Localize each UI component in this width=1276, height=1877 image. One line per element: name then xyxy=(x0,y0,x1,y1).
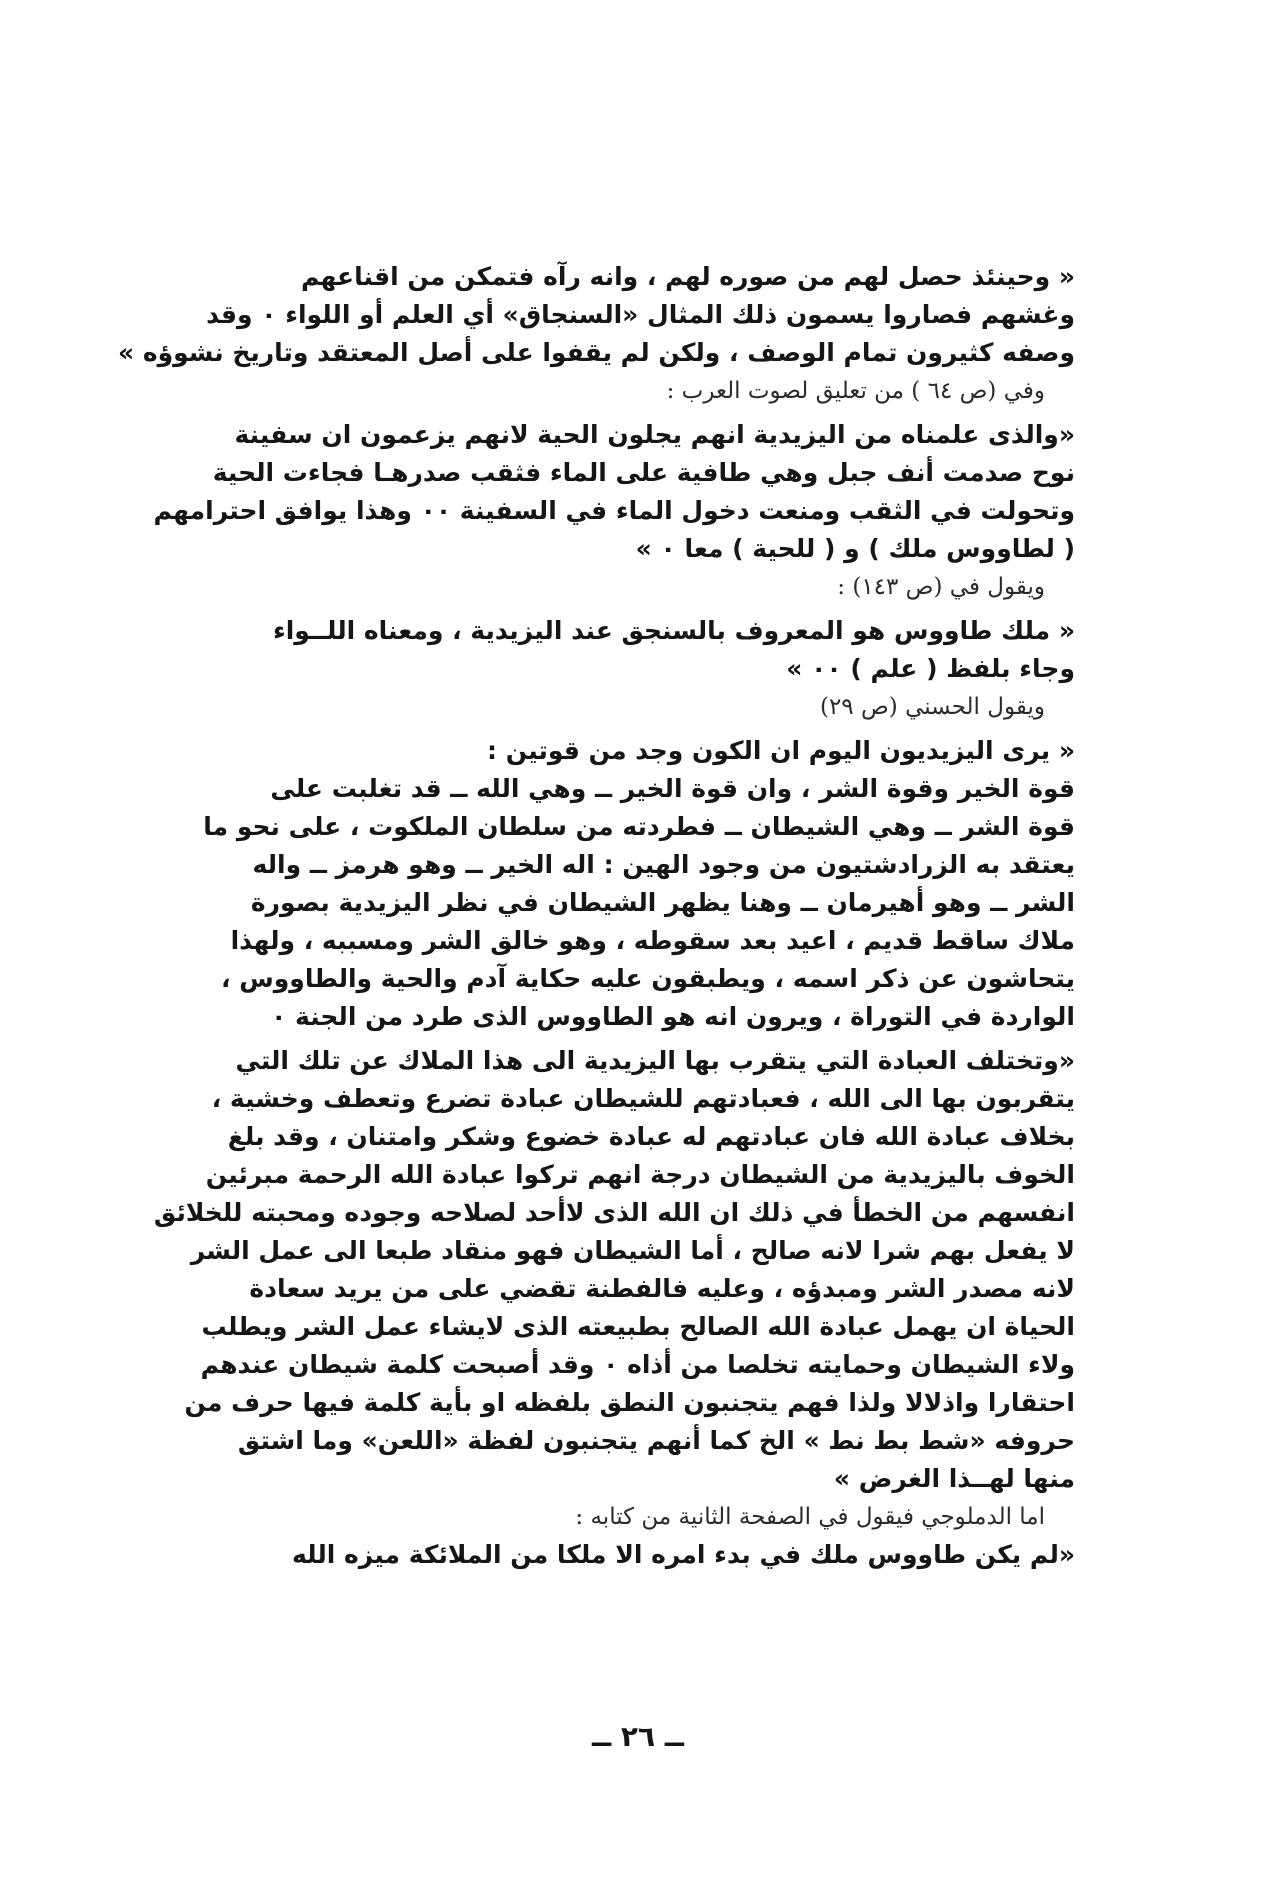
text-line: الحياة ان يهمل عبادة الله الصالح بطبيعته الذى لايشاء عمل الشر ويطلب xyxy=(201,1312,1075,1341)
text-line: وفي (ص ٦٤ ) من تعليق لصوت العرب : xyxy=(666,378,1045,404)
text-line: يعتقد به الزرادشتيون من وجود الهين : اله الخير ــ وهو هرمز ــ واله xyxy=(252,850,1075,879)
text-line: وجاء بلفظ ( علم ) ٠٠ » xyxy=(786,654,1075,683)
text-line: ويقول في (ص ١٤٣) : xyxy=(837,574,1045,600)
text-line: الشر ــ وهو أهيرمان ــ وهنا يظهر الشيطان في نظر اليزيدية بصورة xyxy=(250,888,1075,917)
text-line: يتقربون بها الى الله ، فعبادتهم للشيطان عبادة تضرع وتعطف وخشية ، xyxy=(211,1084,1075,1113)
text-line: منها لهــذا الغرض » xyxy=(833,1464,1075,1493)
text-line: وتحولت في الثقب ومنعت دخول الماء في السفينة ٠٠ وهذا يوافق احترامهم xyxy=(153,496,1075,525)
body-text xyxy=(117,258,1075,1574)
text-line: « ملك طاووس هو المعروف بالسنجق عند اليزيدية ، ومعناه اللــواء xyxy=(272,616,1075,645)
text-line: « يرى اليزيديون اليوم ان الكون وجد من قوتين : xyxy=(487,736,1075,765)
text-line: الواردة في التوراة ، ويرون انه هو الطاووس الذى طرد من الجنة ٠ xyxy=(271,1002,1075,1031)
text-line: قوة الخير وقوة الشر ، وان قوة الخير ــ وهي الله ــ قد تغلبت على xyxy=(270,774,1075,803)
text-line: يتحاشون عن ذكر اسمه ، ويطبقون عليه حكاية آدم والحية والطاووس ، xyxy=(221,964,1075,993)
text-line: « وحينئذ حصل لهم من صوره لهم ، وانه رآه فتمكن من اقناعهم xyxy=(300,262,1075,291)
text-line: قوة الشر ــ وهي الشيطان ــ فطردته من سلطان الملكوت ، على نحو ما xyxy=(203,812,1075,841)
text-line: وغشهم فصاروا يسمون ذلك المثال «السنجاق» أي العلم أو اللواء ٠ وقد xyxy=(206,300,1075,329)
text-line: ولاء الشيطان وحمايته تخلصا من أذاه ٠ وقد أصبحت كلمة شيطان عندهم xyxy=(200,1350,1075,1379)
text-line: ملاك ساقط قديم ، اعيد بعد سقوطه ، وهو خالق الشر ومسببه ، ولهذا xyxy=(230,926,1075,955)
text-line: ويقول الحسني (ص ٢٩) xyxy=(819,694,1045,720)
text-line: «لم يكن طاووس ملك في بدء امره الا ملكا من الملائكة ميزه الله xyxy=(292,1540,1075,1569)
text-line: الخوف باليزيدية من الشيطان درجة انهم تركوا عبادة الله الرحمة مبرئين xyxy=(205,1160,1075,1189)
text-line: لانه مصدر الشر ومبدؤه ، وعليه فالفطنة تقضي على من يريد سعادة xyxy=(249,1274,1075,1303)
text-line: «والذى علمناه من اليزيدية انهم يجلون الحية لانهم يزعمون ان سفينة xyxy=(234,420,1075,449)
text-line: حروفه «شط بط نط » الخ كما أنهم يتجنبون لفظة «اللعن» وما اشتق xyxy=(237,1426,1075,1455)
text-line: احتقارا واذلالا ولذا فهم يتجنبون النطق بلفظه او بأية كلمة فيها حرف من xyxy=(184,1388,1075,1417)
text-line: وصفه كثيرون تمام الوصف ، ولكن لم يقفوا على أصل المعتقد وتاريخ نشوؤه » xyxy=(117,338,1075,367)
text-line: انفسهم من الخطأ في ذلك ان الله الذى لاأحد لصلاحه وجوده ومحبته للخلائق xyxy=(153,1198,1075,1227)
text-line: نوح صدمت أنف جبل وهي طافية على الماء فثقب صدرهـا فجاءت الحية xyxy=(212,458,1075,487)
text-line: «وتختلف العبادة التي يتقرب بها اليزيدية الى هذا الملاك عن تلك التي xyxy=(235,1046,1075,1075)
page-number: ــ ٢٦ ــ xyxy=(592,1720,684,1753)
text-line: لا يفعل بهم شرا لانه صالح ، أما الشيطان فهو منقاد طبعا الى عمل الشر xyxy=(190,1236,1075,1265)
text-line: بخلاف عبادة الله فان عبادتهم له عبادة خضوع وشكر وامتنان ، وقد بلغ xyxy=(227,1122,1075,1151)
text-line: ( لطاووس ملك ) و ( للحية ) معا ٠ » xyxy=(635,534,1075,563)
text-line: اما الدملوجي فيقول في الصفحة الثانية من كتابه : xyxy=(575,1504,1045,1530)
